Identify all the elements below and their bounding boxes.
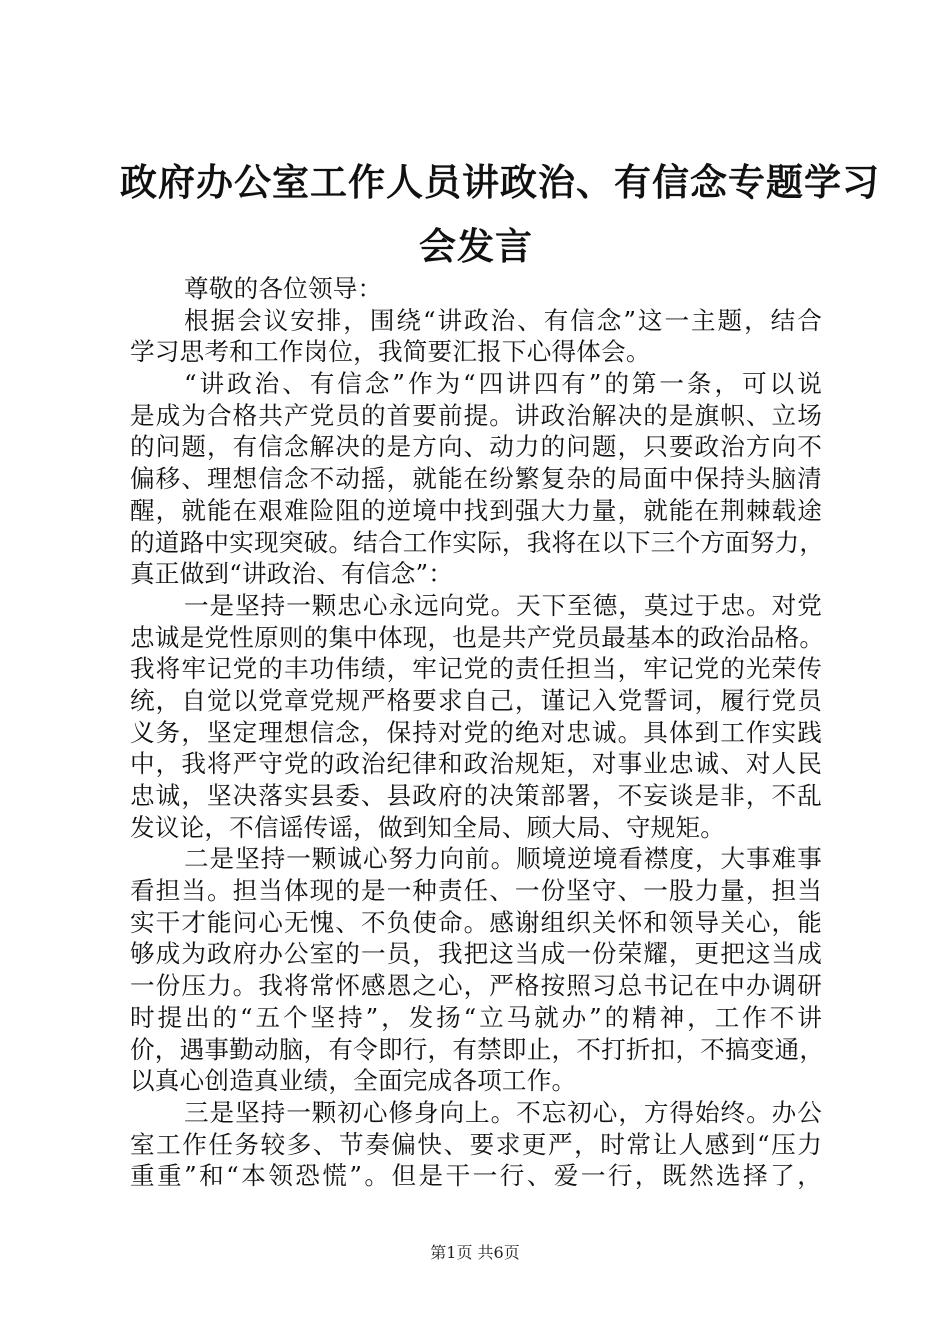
paragraph-line: 二是坚持一颗诚心努力向前。顺境逆境看襟度，大事难事 [184,844,822,874]
paragraph-line: 醒，就能在艰难险阻的逆境中找到强大力量，就能在荆棘载途 [130,495,822,525]
paragraph-line: 室工作任务较多、节奏偏快、要求更严，时常让人感到“压力 [130,1129,822,1159]
paragraph-line: 一是坚持一颗忠心永远向党。天下至德，莫过于忠。对党 [184,590,822,620]
paragraph-line: 够成为政府办公室的一员，我把这当成一份荣耀，更把这当成 [130,939,822,969]
paragraph-line: 三是坚持一颗初心修身向上。不忘初心，方得始终。办公 [184,1097,822,1127]
paragraph-line: 实干才能问心无愧、不负使命。感谢组织关怀和领导关心，能 [130,907,822,937]
paragraph-line: 重重”和“本领恐慌”。但是干一行、爱一行，既然选择了， [130,1161,822,1191]
paragraph-line: 是成为合格共产党员的首要前提。讲政治解决的是旗帜、立场 [130,400,822,430]
paragraph-line: 真正做到“讲政治、有信念”： [130,559,454,589]
paragraph-line: 以真心创造真业绩，全面完成各项工作。 [130,1066,577,1096]
paragraph-line: 根据会议安排，围绕“讲政治、有信念”这一主题，结合 [184,305,822,335]
salutation: 尊敬的各位领导： [184,274,383,303]
page-number-footer: 第1页 共6页 [430,1243,520,1262]
document-title-line-1: 政府办公室工作人员讲政治、有信念专题学习 [120,161,880,204]
paragraph-line: 时提出的“五个坚持”，发扬“立马就办”的精神，工作不讲 [130,1002,822,1032]
paragraph-line: 一份压力。我将常怀感恩之心，严格按照习总书记在中办调研 [130,971,822,1001]
paragraph-line: 学习思考和工作岗位，我简要汇报下心得体会。 [130,337,651,367]
paragraph-line: 忠诚是党性原则的集中体现，也是共产党员最基本的政治品格。 [130,622,825,652]
paragraph-line: 中，我将严守党的政治纪律和政治规矩，对事业忠诚、对人民 [130,749,822,779]
paragraph-line: 看担当。担当体现的是一种责任、一份坚守、一股力量，担当 [130,876,822,906]
paragraph-line: 的问题，有信念解决的是方向、动力的问题，只要政治方向不 [130,432,822,462]
paragraph-line: 忠诚，坚决落实县委、县政府的决策部署，不妄谈是非，不乱 [130,781,822,810]
paragraph-line: “讲政治、有信念”作为“四讲四有”的第一条，可以说 [184,369,822,399]
paragraph-line: 我将牢记党的丰功伟绩，牢记党的责任担当，牢记党的光荣传 [130,654,822,684]
paragraph-line: 的道路中实现突破。结合工作实际，我将在以下三个方面努力， [130,527,825,557]
paragraph-line: 价，遇事勤动脑，有令即行，有禁即止，不打折扣，不搞变通， [130,1034,825,1064]
paragraph-line: 发议论，不信谣传谣，做到知全局、顾大局、守规矩。 [130,812,726,842]
paragraph-line: 义务，坚定理想信念，保持对党的绝对忠诚。具体到工作实践 [130,717,822,747]
document-body [130,273,825,1192]
document-title-line-2: 会发言 [419,225,533,268]
paragraph-line: 统，自觉以党章党规严格要求自己，谨记入党誓词，履行党员 [130,685,822,715]
paragraph-line: 偏移、理想信念不动摇，就能在纷繁复杂的局面中保持头脑清 [130,464,822,494]
